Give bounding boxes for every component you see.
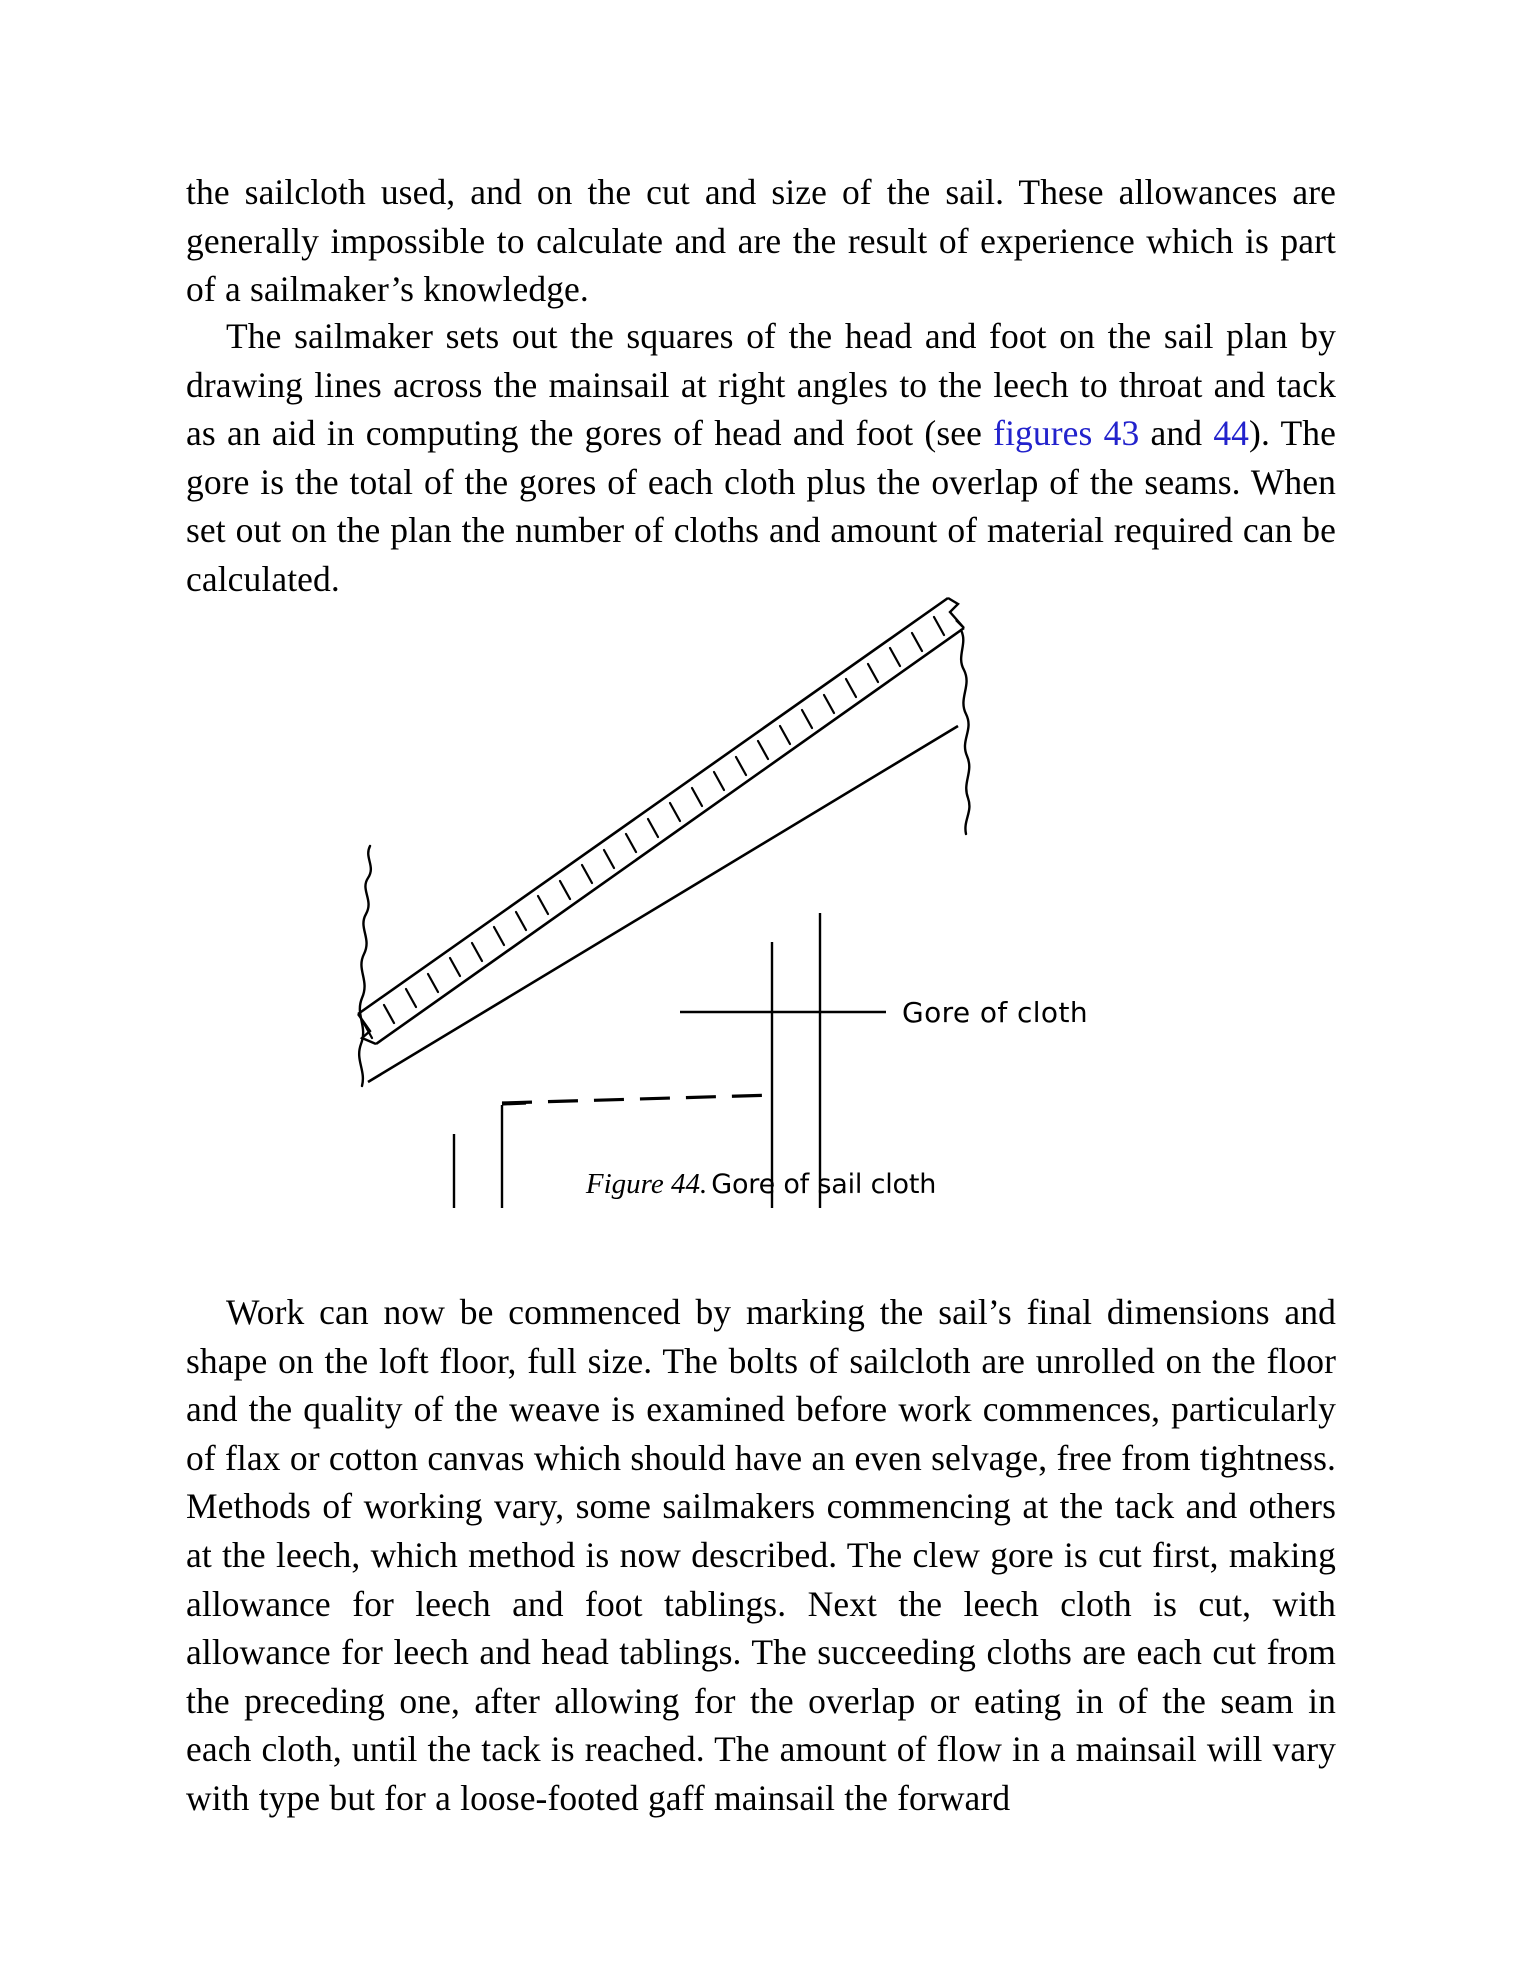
figure-caption xyxy=(186,1168,1336,1201)
paragraph-second-mid: and xyxy=(1139,413,1214,454)
sail-torn-left-edge xyxy=(359,846,371,1086)
link-figures-43[interactable]: figures 43 xyxy=(993,413,1140,454)
figure-illustration xyxy=(186,568,1336,1208)
paragraph-top: the sailcloth used, and on the cut and size of the sail. These allowances are generally impossible to calculate and are the result of experience which is part of a sailmaker’s knowledge. xyxy=(186,172,1336,310)
bolt-rope-strands xyxy=(362,617,944,1038)
bolt-rope-inner-edge xyxy=(376,628,964,1044)
figure-caption-title: Gore of sail cloth xyxy=(711,1169,937,1200)
paragraph-second-lead: The sailmaker sets out the squares of the head and foot on the sail plan by drawing lines across the mainsail at right angles to the leech to throat and tack as an aid in computing the gores of head and foot (see xyxy=(186,316,1336,454)
paragraph-bottom: Work can now be commenced by marking the sail’s final dimensions and shape on the loft floor, full size. The bolts of sailcloth are unrolled on the floor and the quality of the weave is examined before work commences, particularly of flax or cotton canvas which should have an even selvage, free from tightness. Methods of working vary, some sailmakers commencing at the tack and others at the leech, which method is now described. The clew gore is cut first, making allowance for leech and foot tablings. Next the leech cloth is cut, with allowance for leech and head tablings. The succeeding cloths are each cut from the preceding one, after allowing for the overlap or eating in of the seam in each cloth, until the tack is reached. The amount of flow in a mainsail will vary with type but for a loose-footed gaff mainsail the forward xyxy=(186,1292,1336,1818)
sail-torn-right-edge xyxy=(961,630,969,834)
paragraph-second xyxy=(186,312,1336,604)
paragraph-second-tail: ). The gore is the total of the gores of each cloth plus the overlap of the seams. When set out on the plan the number of cloths and amount of material required can be calculated. xyxy=(186,413,1336,599)
gore-dashed-line xyxy=(502,1095,774,1103)
paragraph-block-second xyxy=(186,312,1336,604)
bolt-rope-end-right xyxy=(948,598,964,628)
bolt-rope-outer-edge xyxy=(358,598,948,1014)
gore-of-cloth-label: Gore of cloth xyxy=(902,996,1088,1029)
link-figure-44[interactable]: 44 xyxy=(1213,413,1250,454)
tabling-lower-edge xyxy=(368,726,958,1082)
figure-caption-number: Figure 44. xyxy=(585,1168,708,1200)
paragraph-block-top xyxy=(186,168,1336,314)
paragraph-block-bottom xyxy=(186,1288,1336,1823)
gore-left-tick xyxy=(502,1103,526,1104)
figure-44 xyxy=(186,568,1336,1248)
